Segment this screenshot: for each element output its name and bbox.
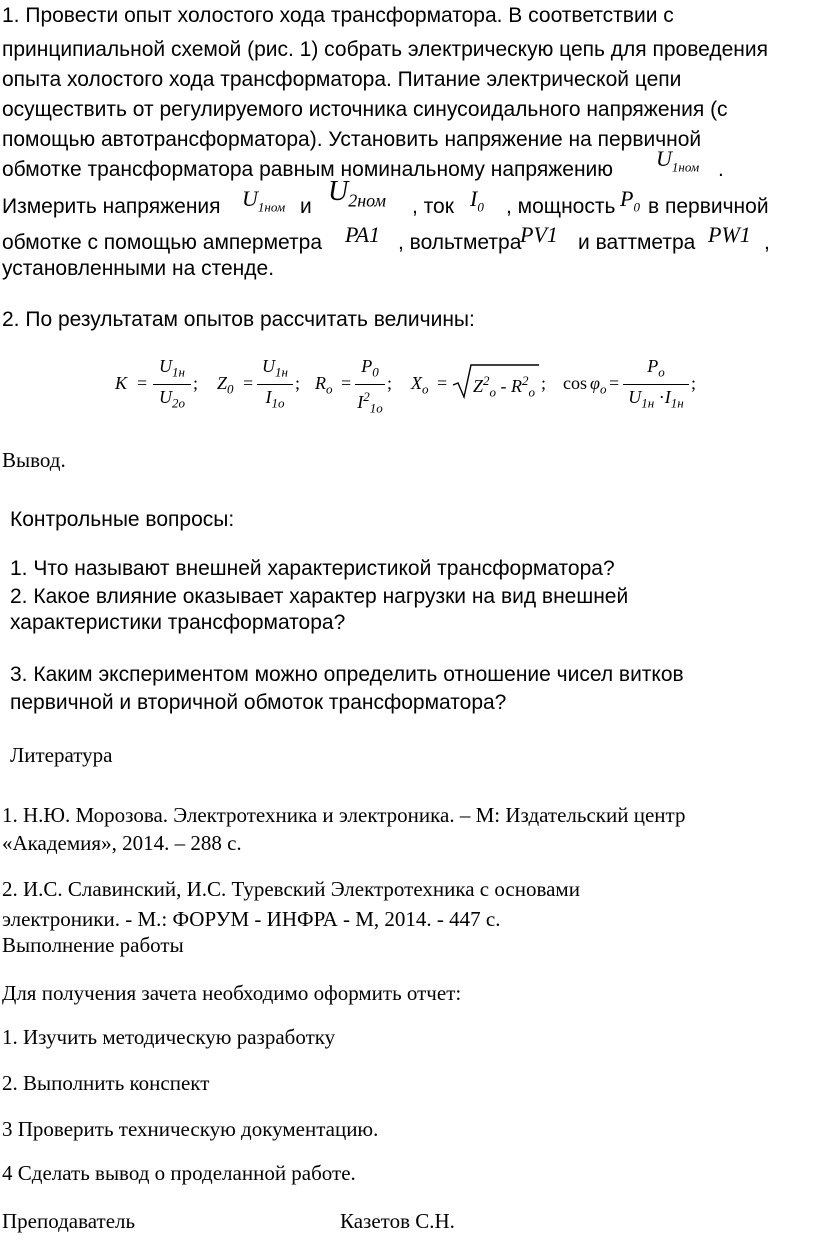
- symbol-u1nom: $U_{1ном}$: [242, 186, 286, 215]
- formula-separator: ;: [691, 373, 697, 393]
- text-line: принципиальной схемой (рис. 1) собрать электрическую цепь для проведения: [2, 38, 768, 61]
- formula-eq: =: [609, 373, 620, 393]
- formula-separator: ;: [541, 373, 547, 393]
- text-fragment: и: [300, 195, 312, 218]
- text-fragment: ,: [764, 231, 770, 254]
- formula-separator: ;: [193, 373, 199, 393]
- text-line: 1. Провести опыт холостого хода трансформатора. В соответствии с: [2, 4, 674, 27]
- conclusion-heading: Вывод.: [2, 448, 66, 472]
- teacher-label: Преподаватель: [2, 1209, 136, 1233]
- formula-z0: $Z_0$: [217, 373, 234, 397]
- formula-eq: =: [243, 373, 254, 393]
- formula-block: [115, 355, 715, 417]
- text-line: Для получения зачета необходимо оформить отчет:: [2, 981, 462, 1005]
- text-fragment: , мощность: [506, 195, 616, 218]
- text-fragment: .: [718, 158, 724, 181]
- text-line: осуществить от регулируемого источника синусоидального напряжения (с: [2, 98, 728, 121]
- text-fragment: и ваттметра: [578, 231, 696, 254]
- question-item: 1. Что называют внешней характеристикой трансформатора?: [10, 557, 615, 580]
- formula-fraction-z0: $U_{1н}$ $I_{1о}$: [257, 355, 293, 415]
- formula-fraction-cos: $P_о$ $U_{1н} \cdot I_{1н}$: [623, 355, 689, 415]
- text-line: 2. По результатам опытов рассчитать величины:: [2, 308, 475, 331]
- formula-k: K: [115, 373, 128, 393]
- formula-fraction-ro: $P_0$ $I^2_{1о}$: [355, 355, 385, 420]
- formula-sqrt-body: $Z^2_о - R^2_о$: [473, 373, 536, 400]
- question-item: характеристики трансформатора?: [10, 611, 346, 634]
- teacher-name: Казетов С.Н.: [340, 1209, 455, 1233]
- formula-separator: ;: [387, 373, 393, 393]
- symbol-u1nom: $U_{1ном}$: [656, 146, 700, 175]
- formula-separator: ;: [295, 373, 301, 393]
- text-fragment: , вольтметра: [398, 231, 522, 254]
- question-item: 2. Какое влияние оказывает характер нагрузки на вид внешней: [10, 585, 629, 608]
- formula-cos: $\cos \varphi_о$: [563, 373, 607, 397]
- literature-item: «Академия», 2014. – 288 с.: [2, 831, 242, 855]
- step-item: 2. Выполнить конспект: [2, 1071, 210, 1095]
- section-heading: Выполнение работы: [2, 933, 184, 957]
- text-line: Измерить напряжения: [2, 195, 221, 218]
- formula-eq: =: [437, 373, 448, 393]
- symbol-pv1: PV1: [520, 222, 558, 247]
- text-line: установленными на стенде.: [2, 257, 275, 280]
- question-item: 3. Каким экспериментом можно определить отношение чисел витков: [10, 663, 684, 686]
- formula-ro: $R_о$: [315, 373, 333, 397]
- text-line: обмотке с помощью амперметра: [2, 231, 323, 254]
- formula-eq: =: [137, 373, 148, 393]
- literature-item: 2. И.С. Славинский, И.С. Туревский Электротехника с основами: [2, 877, 580, 901]
- formula-eq: =: [341, 373, 352, 393]
- literature-item: электроники. - М.: ФОРУМ - ИНФРА - М, 2014. - 447 с.: [2, 907, 501, 931]
- step-item: 3 Проверить техническую документацию.: [2, 1117, 379, 1141]
- formula-fraction-k: $U_{1н}$ $U_{2о}$: [153, 355, 191, 415]
- text-line: помощью автотрансформатора). Установить напряжение на первичной: [2, 128, 702, 151]
- step-item: 1. Изучить методическую разработку: [2, 1025, 336, 1049]
- symbol-p0: $P_0$: [620, 186, 640, 215]
- text-line: опыта холостого хода трансформатора. Питание электрической цепи: [2, 68, 682, 91]
- symbol-u2nom: $U_{2ном}$: [328, 176, 386, 211]
- text-line: обмотке трансформатора равным номинальному напряжению: [2, 158, 614, 181]
- text-fragment: , ток: [412, 195, 454, 218]
- symbol-i0: $I_0$: [470, 186, 484, 215]
- symbol-pw1: PW1: [708, 222, 751, 247]
- step-item: 4 Сделать вывод о проделанной работе.: [2, 1161, 356, 1185]
- literature-heading: Литература: [10, 743, 113, 767]
- literature-item: 1. Н.Ю. Морозова. Электротехника и электроника. – М: Издательский центр: [2, 803, 686, 827]
- formula-xo: $X_о$: [411, 373, 429, 397]
- questions-heading: Контрольные вопросы:: [10, 508, 235, 531]
- question-item: первичной и вторичной обмоток трансформатора?: [10, 691, 507, 714]
- text-fragment: в первичной: [648, 195, 769, 218]
- symbol-pa1: PA1: [345, 222, 381, 247]
